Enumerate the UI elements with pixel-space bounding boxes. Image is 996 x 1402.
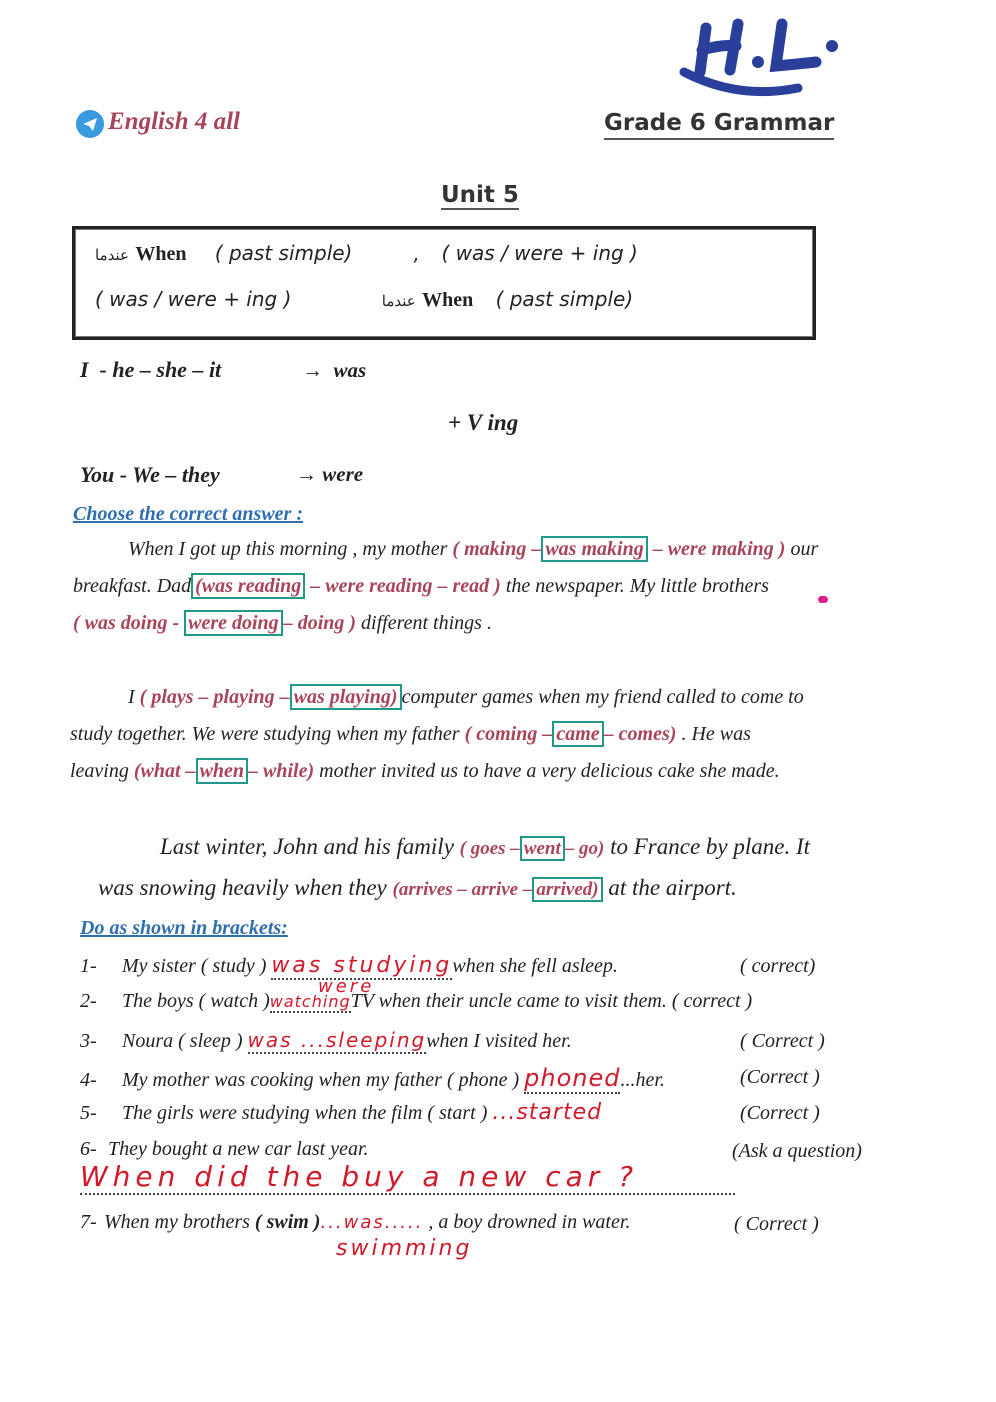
item-number: 2-	[80, 990, 97, 1012]
handwritten-question: When did the buy a new car ?	[80, 1160, 735, 1195]
text: . He was	[681, 723, 751, 745]
paragraph-2-line-2	[70, 723, 751, 746]
option: ( was doing -	[73, 612, 180, 634]
item-tag: (Ask a question)	[732, 1140, 862, 1162]
option: (arrives – arrive –	[392, 879, 533, 900]
exercise-item-1	[80, 953, 618, 978]
brand-title: English 4 all	[108, 108, 240, 135]
arabic-when: عندما	[381, 292, 416, 310]
item-rest: , a boy drowned in water.	[428, 1211, 631, 1233]
progressive-label: ( was / were + ing )	[441, 241, 638, 265]
singular-pronouns: I - he – she – it	[80, 357, 222, 382]
past-simple-label: ( past simple)	[214, 241, 353, 265]
item-rest: when I visited her.	[426, 1030, 572, 1052]
answer-box: when	[196, 758, 248, 784]
initials-logo	[678, 10, 848, 100]
text: at the airport.	[608, 875, 737, 900]
text: I	[128, 686, 135, 708]
comma: ,	[412, 241, 420, 265]
telegram-icon	[76, 110, 104, 138]
item-tag: (Correct )	[740, 1102, 820, 1124]
text: mother invited us to have a very delicious cake she made.	[319, 760, 780, 782]
item-rest: TV when their uncle came to visit them.	[350, 990, 667, 1012]
option: ( coming –	[464, 723, 553, 745]
answer-box: was making	[541, 536, 647, 562]
answer-box: came	[552, 721, 603, 747]
section-title-choose: Choose the correct answer :	[73, 503, 303, 525]
paragraph-3-line-2	[98, 875, 737, 901]
item-prompt: My sister ( study )	[122, 955, 267, 977]
progressive-label: ( was / were + ing )	[95, 287, 292, 311]
item-prompt: Noura ( sleep )	[122, 1030, 243, 1052]
exercise-item-4	[80, 1064, 665, 1092]
item-prompt: When my brothers	[104, 1211, 250, 1233]
exercise-item-5	[80, 1100, 602, 1125]
option: – comes)	[603, 723, 677, 745]
section-title-brackets: Do as shown in brackets:	[80, 917, 288, 939]
answer-box: was playing)	[290, 684, 402, 710]
text: to France by plane. It	[610, 834, 811, 859]
option: – go)	[564, 838, 605, 859]
unit-title: Unit 5	[441, 182, 519, 208]
plural-pronouns: You - We – they	[80, 462, 220, 487]
rule-line-2	[95, 287, 633, 312]
item-prompt: My mother was cooking when my father ( phone )	[122, 1069, 520, 1091]
item-prompt: The girls were studying when the film ( start )	[122, 1102, 488, 1124]
handwritten-answer: ...started	[492, 1100, 603, 1125]
text: Last winter, John and his family	[160, 834, 454, 859]
option: – while)	[248, 760, 315, 782]
item-tag: (Correct )	[740, 1066, 820, 1088]
plural-verb: → were	[296, 462, 364, 486]
option: – were reading – read )	[310, 575, 501, 597]
text: breakfast. Dad	[73, 575, 192, 597]
item-number: 6-	[80, 1138, 97, 1160]
answer-box: (was reading	[191, 573, 305, 599]
handwritten-answer: phoned	[524, 1064, 621, 1092]
text: leaving	[70, 760, 129, 782]
handwritten-answer-top: were	[318, 976, 375, 997]
option: ( goes –	[459, 838, 520, 859]
past-simple-label: ( past simple)	[495, 287, 634, 311]
option: – were making )	[652, 538, 786, 560]
paragraph-1-line-2	[73, 575, 769, 598]
paragraph-1-line-3	[73, 612, 492, 635]
text: our	[790, 538, 819, 560]
option: – doing )	[282, 612, 357, 634]
item-prompt: They bought a new car last year.	[108, 1138, 369, 1160]
rule-box	[72, 226, 816, 340]
item-number: 1-	[80, 955, 97, 977]
handwritten-answer: was studying	[271, 953, 453, 978]
exercise-item-2	[80, 990, 752, 1013]
paragraph-3-line-1	[160, 834, 810, 860]
option: ( making –	[452, 538, 542, 560]
rule-line-1	[95, 241, 638, 266]
option: (what –	[133, 760, 196, 782]
initials-logo-graphic	[678, 10, 848, 100]
handwritten-answer-below: swimming	[336, 1236, 473, 1261]
item-verb: ( swim )	[254, 1211, 321, 1233]
item-number: 4-	[80, 1069, 97, 1091]
pink-mark	[818, 596, 828, 603]
answer-box: arrived)	[532, 877, 602, 902]
option: ( plays – playing –	[139, 686, 290, 708]
text: different things .	[361, 612, 492, 634]
text: the newspaper. My little brothers	[505, 575, 769, 597]
ving-rule: + V ing	[448, 410, 519, 435]
text: When I got up this morning , my mother	[128, 538, 448, 560]
initials-text	[678, 10, 680, 11]
handwritten-answer: watching	[269, 992, 351, 1011]
item-tag: ( Correct )	[734, 1213, 819, 1235]
item-number: 7-	[80, 1211, 97, 1233]
handwritten-answer: was ...sleeping	[247, 1028, 427, 1052]
item-tag: ( Correct )	[740, 1030, 825, 1052]
answer-box: were doing	[184, 610, 283, 636]
exercise-item-3	[80, 1028, 572, 1053]
when-keyword: When	[135, 243, 187, 265]
grade-title: Grade 6 Grammar	[604, 110, 834, 140]
paragraph-2-line-1	[128, 686, 804, 709]
item-rest: when she fell asleep.	[452, 955, 618, 977]
item-number: 3-	[80, 1030, 97, 1052]
text: study together. We were studying when my father	[70, 723, 460, 745]
exercise-item-7	[80, 1211, 630, 1234]
paragraph-2-line-3	[70, 760, 780, 783]
exercise-item-6	[80, 1138, 369, 1161]
item-rest: ...her.	[620, 1069, 665, 1091]
text: was snowing heavily when they	[98, 875, 387, 900]
singular-verb: → was	[302, 358, 367, 382]
item-number: 5-	[80, 1102, 97, 1124]
when-keyword: When	[422, 289, 474, 311]
item-tag: ( correct)	[740, 955, 816, 977]
arabic-when: عندما	[95, 246, 129, 264]
item-prompt: The boys ( watch )	[122, 990, 270, 1012]
item-tag: ( correct )	[671, 990, 753, 1012]
handwritten-answer: ...was.....	[320, 1212, 424, 1233]
answer-box: went	[520, 836, 565, 861]
text: computer games when my friend called to come to	[401, 686, 804, 708]
paragraph-1-line-1	[128, 538, 818, 561]
